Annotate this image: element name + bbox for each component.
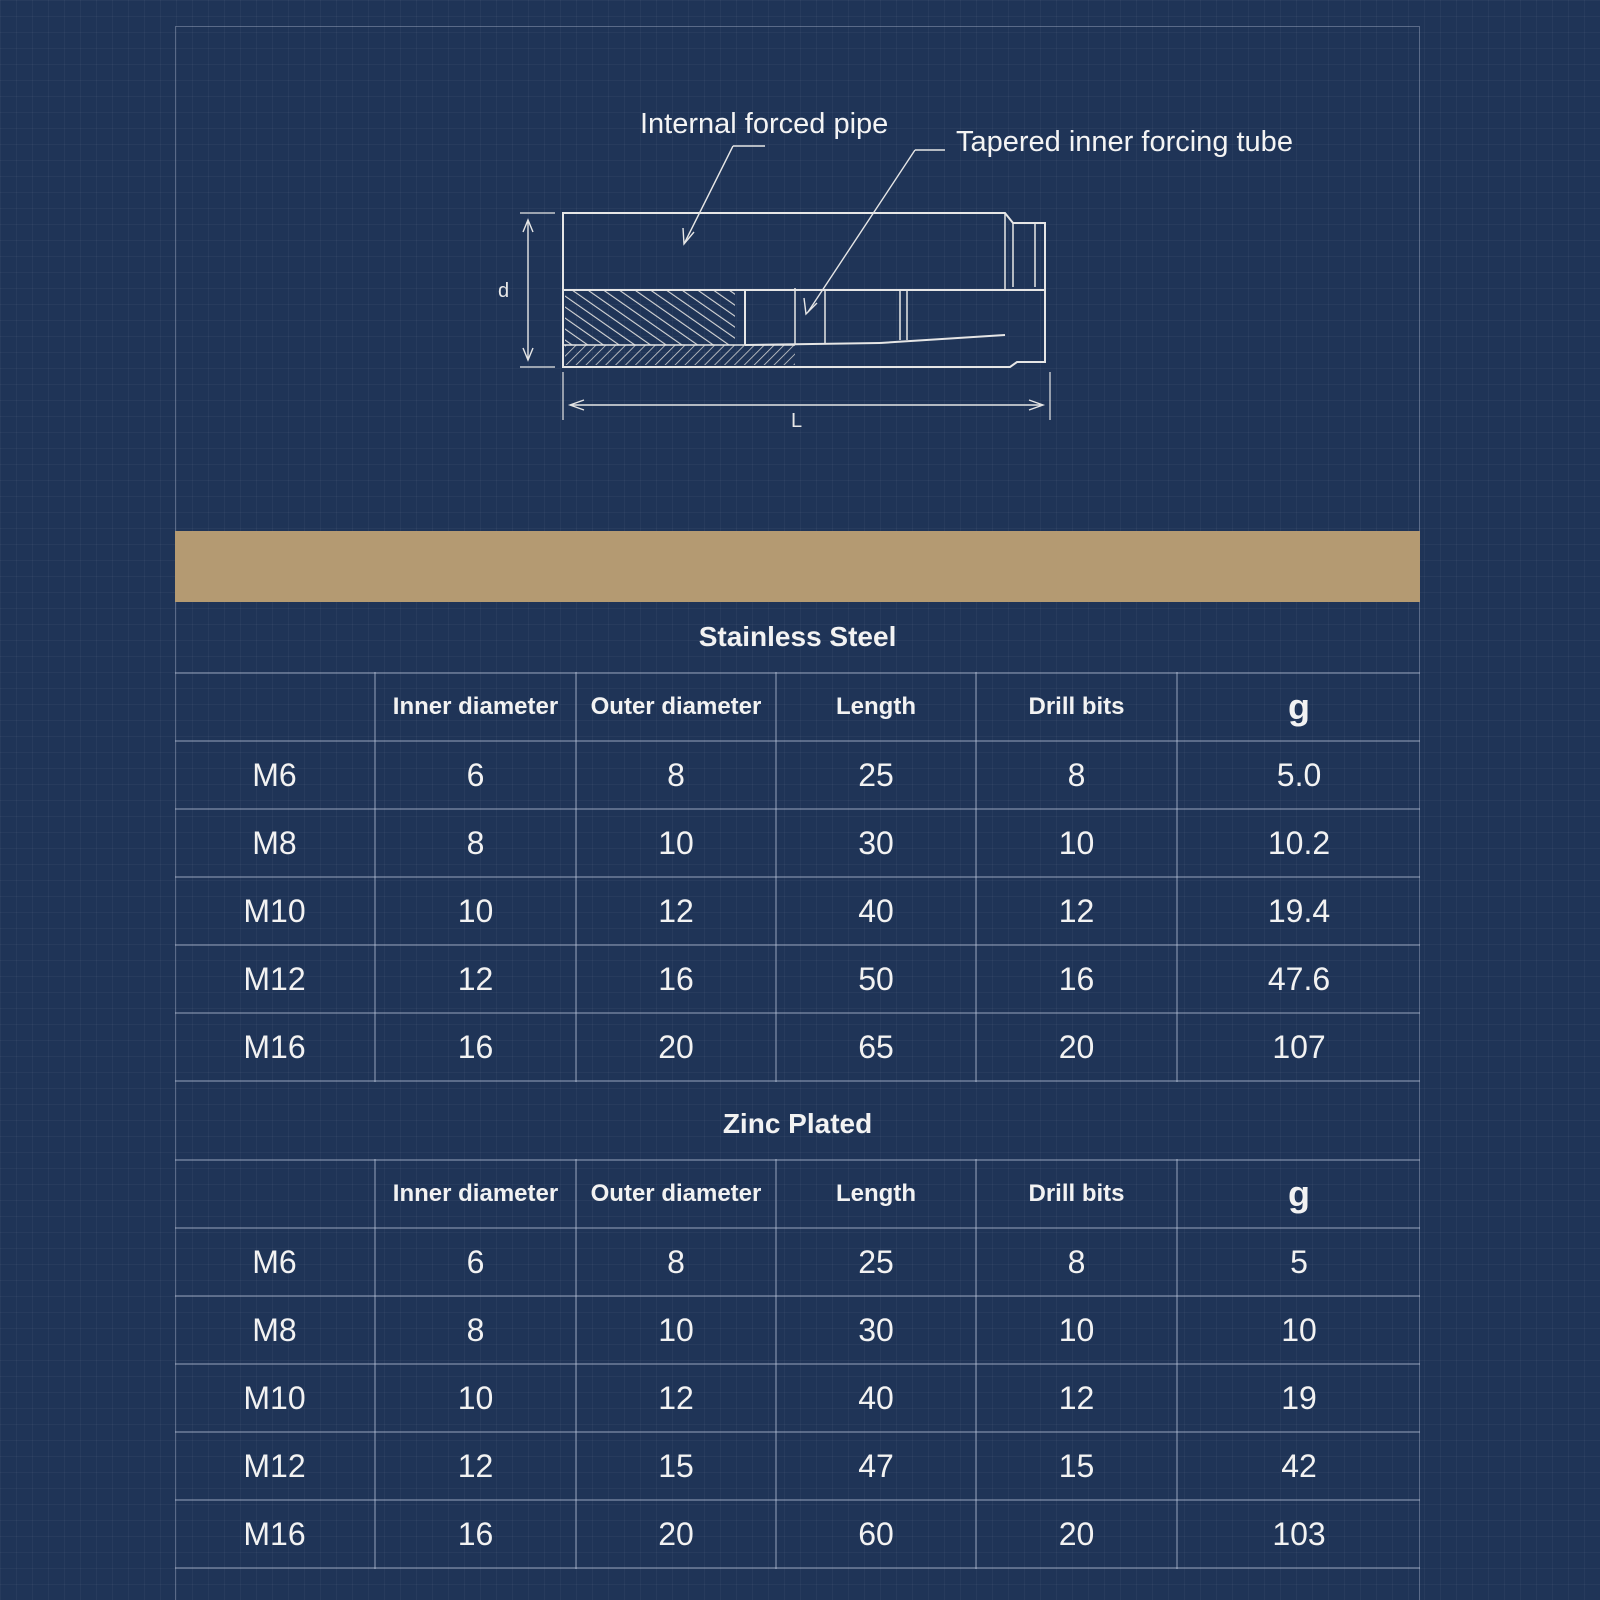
- table-cell: 30: [776, 809, 976, 877]
- table-cell: 12: [576, 877, 776, 945]
- table-cell: 40: [776, 877, 976, 945]
- table-cell: 20: [976, 1013, 1177, 1081]
- table-cell: 20: [576, 1500, 776, 1568]
- table-cell: 19.4: [1177, 877, 1420, 945]
- header-drill-bits: Drill bits: [976, 1160, 1177, 1228]
- table-cell: M16: [175, 1013, 375, 1081]
- table-row: [175, 741, 1420, 809]
- table-cell: 16: [576, 945, 776, 1013]
- table-cell: 8: [976, 1228, 1177, 1296]
- table-cell: 8: [576, 1228, 776, 1296]
- table-cell: 10: [1177, 1296, 1420, 1364]
- table-cell: 40: [776, 1364, 976, 1432]
- table-cell: M8: [175, 1296, 375, 1364]
- table-cell: 10: [375, 1364, 576, 1432]
- table-cell: 10: [576, 1296, 776, 1364]
- table-cell: 12: [375, 945, 576, 1013]
- header-inner-diameter: Inner diameter: [375, 1160, 576, 1228]
- table-cell: 6: [375, 1228, 576, 1296]
- table-cell: 8: [375, 1296, 576, 1364]
- table-cell: 15: [976, 1432, 1177, 1500]
- table-cell: 5.0: [1177, 741, 1420, 809]
- table-cell: 16: [375, 1500, 576, 1568]
- anchor-drawing: [0, 0, 1600, 520]
- table-row: [175, 1500, 1420, 1568]
- table-cell: 25: [776, 741, 976, 809]
- dimension-l-label: L: [791, 410, 803, 432]
- header-cell: [175, 673, 375, 741]
- header-outer-diameter: Outer diameter: [576, 673, 776, 741]
- header-drill-bits: Drill bits: [976, 673, 1177, 741]
- table-cell: 8: [375, 809, 576, 877]
- table-row: [175, 1228, 1420, 1296]
- label-internal-forced-pipe: Internal forced pipe: [640, 108, 889, 140]
- table-cell: 16: [375, 1013, 576, 1081]
- table-row: [175, 1432, 1420, 1500]
- table-cell: 10: [976, 1296, 1177, 1364]
- stainless-steel-table: [175, 602, 1420, 1082]
- header-cell: [175, 1160, 375, 1228]
- table-row: [175, 1364, 1420, 1432]
- table-cell: 103: [1177, 1500, 1420, 1568]
- table-cell: M12: [175, 945, 375, 1013]
- header-length: Length: [776, 1160, 976, 1228]
- zinc-header-row: [175, 1160, 1420, 1228]
- table-cell: M10: [175, 1364, 375, 1432]
- table-cell: 10: [576, 809, 776, 877]
- header-weight-g: g: [1177, 1160, 1420, 1228]
- table-cell: 10: [976, 809, 1177, 877]
- table-cell: 12: [976, 1364, 1177, 1432]
- table-cell: M8: [175, 809, 375, 877]
- table-cell: 8: [576, 741, 776, 809]
- table-cell: 60: [776, 1500, 976, 1568]
- table-row: [175, 945, 1420, 1013]
- table-row: [175, 1296, 1420, 1364]
- table-row: [175, 1013, 1420, 1081]
- table-cell: 10: [375, 877, 576, 945]
- anchor-diagram: [0, 0, 1600, 520]
- stainless-header-row: [175, 673, 1420, 741]
- header-outer-diameter: Outer diameter: [576, 1160, 776, 1228]
- table-cell: 47.6: [1177, 945, 1420, 1013]
- table-cell: 12: [976, 877, 1177, 945]
- table-cell: 107: [1177, 1013, 1420, 1081]
- label-tapered-forcing-tube: Tapered inner forcing tube: [956, 126, 1293, 158]
- table-cell: 50: [776, 945, 976, 1013]
- table-cell: M6: [175, 1228, 375, 1296]
- zinc-plated-title: Zinc Plated: [175, 1089, 1420, 1160]
- table-row: [175, 809, 1420, 877]
- table-cell: M10: [175, 877, 375, 945]
- table-cell: 65: [776, 1013, 976, 1081]
- table-cell: 5: [1177, 1228, 1420, 1296]
- table-cell: 20: [976, 1500, 1177, 1568]
- table-cell: M6: [175, 741, 375, 809]
- table-cell: M16: [175, 1500, 375, 1568]
- dimension-d-label: d: [498, 280, 510, 302]
- table-cell: 6: [375, 741, 576, 809]
- accent-band: [175, 531, 1420, 602]
- header-inner-diameter: Inner diameter: [375, 673, 576, 741]
- zinc-plated-table: [175, 1089, 1420, 1569]
- stainless-steel-title: Stainless Steel: [175, 602, 1420, 673]
- table-cell: 10.2: [1177, 809, 1420, 877]
- table-cell: 42: [1177, 1432, 1420, 1500]
- table-cell: 12: [576, 1364, 776, 1432]
- header-weight-g: g: [1177, 673, 1420, 741]
- table-cell: 47: [776, 1432, 976, 1500]
- table-row: [175, 877, 1420, 945]
- table-cell: 15: [576, 1432, 776, 1500]
- table-cell: 19: [1177, 1364, 1420, 1432]
- table-cell: M12: [175, 1432, 375, 1500]
- table-cell: 20: [576, 1013, 776, 1081]
- table-cell: 16: [976, 945, 1177, 1013]
- table-cell: 12: [375, 1432, 576, 1500]
- table-cell: 8: [976, 741, 1177, 809]
- header-length: Length: [776, 673, 976, 741]
- table-cell: 25: [776, 1228, 976, 1296]
- table-cell: 30: [776, 1296, 976, 1364]
